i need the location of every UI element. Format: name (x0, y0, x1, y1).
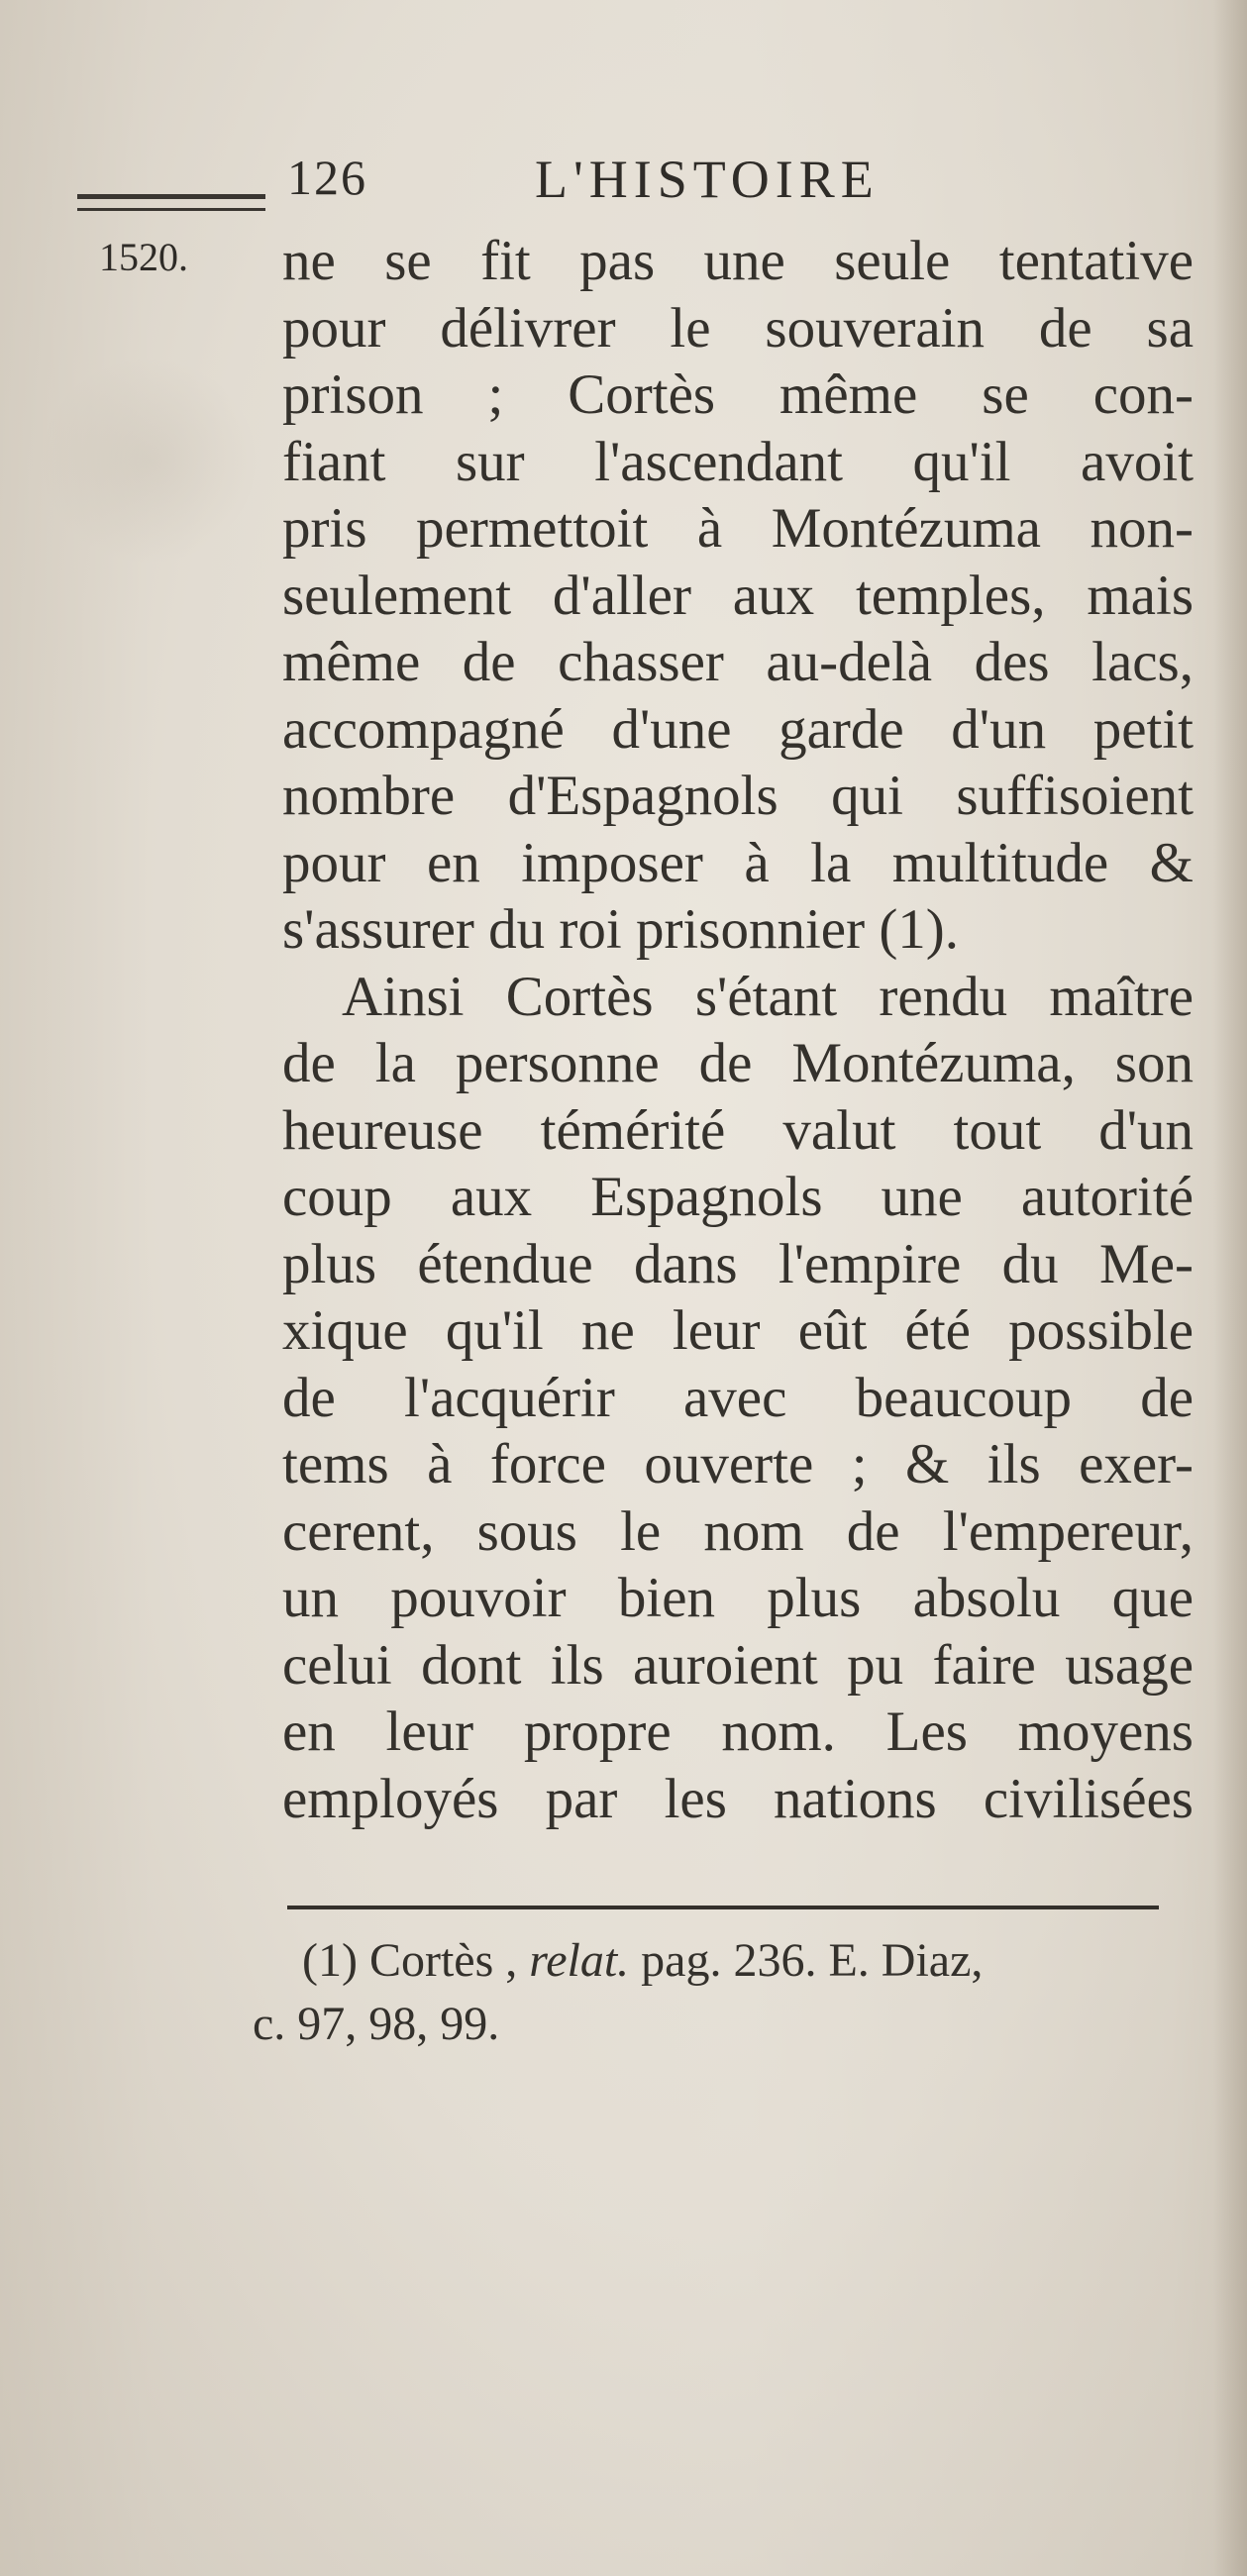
page-number: 126 (287, 150, 367, 205)
text-line: un pouvoir bien plus absolu que (282, 1567, 1194, 1629)
text-line: prison ; Cortès même se con- (282, 363, 1194, 426)
text-line: heureuse témérité valut tout d'un (282, 1098, 1194, 1162)
header-rule-thin (77, 208, 265, 211)
footnote-prefix: (1) Cortès , (302, 1934, 530, 1987)
text-line: accompagné d'une garde d'un petit (282, 697, 1194, 761)
text-line: employés par les nations civilisées (282, 1767, 1194, 1830)
footnote-suffix: pag. 236. E. Diaz, (629, 1934, 984, 1987)
body-text (282, 228, 1194, 1832)
bleed-through-shadow (40, 357, 258, 565)
text-line: cerent, sous le nom de l'empereur, (282, 1499, 1194, 1563)
text-line: de l'acquérir avec beaucoup de (282, 1366, 1194, 1429)
text-line: s'assurer du roi prisonnier (1). (282, 898, 960, 961)
footnote-line: c. 97, 98, 99. (253, 1998, 500, 2050)
text-line: fiant sur l'ascendant qu'il avoit (282, 430, 1194, 493)
footnote (253, 1929, 1174, 2056)
header-rule-thick (77, 194, 265, 199)
footnote-rule (287, 1906, 1159, 1909)
text-line: même de chasser au-delà des lacs, (282, 631, 1194, 693)
footnote-line (302, 1929, 1174, 1993)
running-title: L'HISTOIRE (535, 150, 880, 209)
margin-year: 1520. (99, 235, 188, 279)
text-line: tems à force ouverte ; & ils exer- (282, 1433, 1194, 1495)
text-line: celui dont ils auroient pu faire usage (282, 1633, 1194, 1697)
footnote-italic: relat. (529, 1934, 630, 1987)
text-line: seulement d'aller aux temples, mais (282, 564, 1194, 627)
text-line: ne se fit pas une seule tentative (282, 230, 1194, 292)
text-line: coup aux Espagnols une autorité (282, 1166, 1194, 1228)
text-line: nombre d'Espagnols qui suffisoient (282, 765, 1194, 827)
text-line: de la personne de Montézuma, son (282, 1032, 1194, 1094)
text-line: pour délivrer le souverain de sa (282, 296, 1194, 360)
text-line: pris permettoit à Montézuma non- (282, 497, 1194, 560)
text-line: plus étendue dans l'empire du Me- (282, 1232, 1194, 1295)
text-line: pour en imposer à la multitude & (282, 831, 1194, 894)
text-line: en leur propre nom. Les moyens (282, 1700, 1194, 1763)
text-line: Ainsi Cortès s'étant rendu maître (342, 965, 1194, 1028)
text-line: xique qu'il ne leur eût été possible (282, 1299, 1194, 1362)
